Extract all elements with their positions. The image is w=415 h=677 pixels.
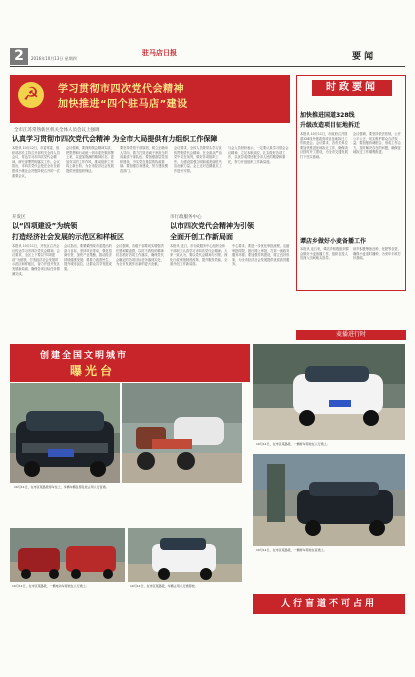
sidebar-headline1: 加快推进国道328线 [300,112,355,119]
story3-col1: 本报讯 近日，市行政服务中心组织全体干部职工认真学习市四次党代会精神。大家一致认为，要以党代会精神为引领，深化行政审批制度改革，提升服务效能，全面开创工作新局面。 [170,244,228,267]
top-rule [10,66,405,67]
story3-headline: 以市四次党代会精神为引领 [170,222,254,230]
photo-scooter-sidewalk [122,383,242,483]
sidebar-tag: 时政要闻 [312,80,392,96]
sidebar-headline3: 谭店乡做好小麦备播工作 [300,238,367,245]
sidebar-col2: 会议强调，要坚持依法依规，公开公平公正，切实维护群众合法权益；要加强协调配合，形成工作合力，及时解决存在的问题，确保征地拆迁工作顺利推进。 [353,132,401,155]
caption-3: 10月11日，在市区某路段，一辆电动车停放在人行道上。 [12,584,89,588]
masthead-brand: 驻马店日报 [142,49,177,57]
date-line: 2016年10月13日 星期四 [31,56,77,61]
lead-text-col5: 与会人员纷纷表示，一定要认真学习领会会议精神，立足本职岗位，扎实做好各项工作，以优异成绩回报全市人民的期望和重托，努力开创组织工作新局面。 [228,146,289,164]
lead-headline: 认真学习贯彻市四次党代会精神 为全市大局提供有力组织工作保障 [12,135,218,143]
story2-headline: 以“四项建设”为统领 [12,222,78,230]
lead-text-col1: 本报讯 10月12日，市委常委、组织部部长主持召开部机关全体人员会议，传达学习市四次党代会精神，研究部署贯彻落实工作。会议指出，市四次党代会是在全市全面建成小康社会决胜阶段召开的一次重要会议。 [12,146,60,178]
photo-car-sidewalk [10,383,120,483]
section-title: 要 闻 [352,52,374,62]
photo-black-car-right [253,454,405,546]
photo-white-car [128,528,242,582]
sidebar-headline2: 升级改造项目征地拆迁 [300,122,361,129]
lead-text-col3: 要坚持党管干部原则，树立正确用人导向，着力打造忠诚干净担当的高素质干部队伍；要加强基层党组织建设，夯实党在基层的执政基础；要加强自身建设，努力建设模范部门。 [120,146,168,173]
story2-kicker: 开发区 [12,215,26,220]
photo-white-car-right [253,344,405,440]
sidebar-footer-bar: 麦播进行时 [296,330,406,340]
lead-text-col4: 会议要求，全体人员要带头学习宣传贯彻党代会精神，在全面从严治党中走在前列，做好各项组织工作，为建设富强文明和谐美丽驻马店贡献力量。会上还对近期重点工作进行安排。 [174,146,222,173]
photo-cars-parked [10,528,125,582]
caption-1: 10月11日，在市区某路段停车位上，多辆车辆乱停乱放占用人行盲道。 [14,485,109,489]
page-number: 2 [10,48,28,65]
lead-kicker: 全市江苏常熟新区机关全体人员会议上强调 [14,128,100,133]
party-emblem-icon: ☭ [18,82,44,108]
caption-4: 10月11日，在市区某路段，车辆占用人行道停放。 [130,584,198,588]
story2-col3: 会议强调，各级干部要切实增强责任感和紧迫感，以时不我待的精神状态抓好各项工作落实，确保党代会确定的各项目标任务落到实处，为全市发展作出新的更大贡献。 [116,244,164,267]
photo-footer-banner: 人行盲道不可占用 [253,594,405,614]
story3-col2: 中心要求，要进一步优化审批流程，压缩审批时限，推行网上审批，打造一流政务服务环境；要加强作风建设，树立良好形象，为全市经济社会发展提供优质高效服务。 [232,244,290,267]
banner-line2: 加快推进“四个驻马店”建设 [58,99,188,110]
lead-text-col2: 会议强调，要深刻领会精神实质，把思想和行动统一到市委决策部署上来，以更加饱满的精神状态、更加务实的工作作风，推动组织工作再上新台阶，为全市经济社会发展提供坚强组织保证。 [66,146,114,173]
caption-5: 10月11日，在市区某路段，一辆轿车停放在盲道上。 [256,548,327,552]
sidebar-col4: 该乡积极筹备良种、化肥等农资，确保小麦适时播种，为来年丰收打好基础。 [353,247,401,261]
story2-col2: 会议指出，要紧紧围绕市委提出的奋斗目标，坚持项目带动，强化招商引资，加快产业集聚，推动经济持续健康发展；要着力改善民生，提升城市品位，让群众共享发展成果。 [64,244,112,271]
story2-subhead: 打造经济社会发展的示范区和样板区 [12,233,124,241]
banner-line1: 学习贯彻市四次党代会精神 [58,84,184,95]
photo-feature-subtitle: 曝光台 [70,364,116,378]
sidebar-col3: 本报讯 连日来，谭店乡积极组织群众做好小麦备播工作，组织农技人员深入田间地头指导。 [300,247,349,261]
story3-subhead: 全面开创工作新局面 [170,233,233,241]
caption-2: 10月11日，在市区某路段，一辆轿车停放在人行道上。 [256,442,330,446]
story3-kicker: 市行政服务中心 [170,215,202,220]
sidebar-col1: 本报讯 10月11日，市政府召开国道328线升级改造项目征地拆迁工作推进会。会议要求，各有关单位要加快推进征地拆迁工作，确保项目按时开工建设，为全市交通发展打下坚实基础。 [300,132,348,159]
story2-col1: 本报讯 10月11日，开发区召开会议传达学习市四次党代会精神。会议要求，全区上下要以“四项建设”为统领，打造经济社会发展的示范区和样板区，奋力开创开发区发展新局面，确保各项目标任务圆满完成。 [12,244,60,276]
photo-feature-title: 创建全国文明城市 [40,351,129,361]
